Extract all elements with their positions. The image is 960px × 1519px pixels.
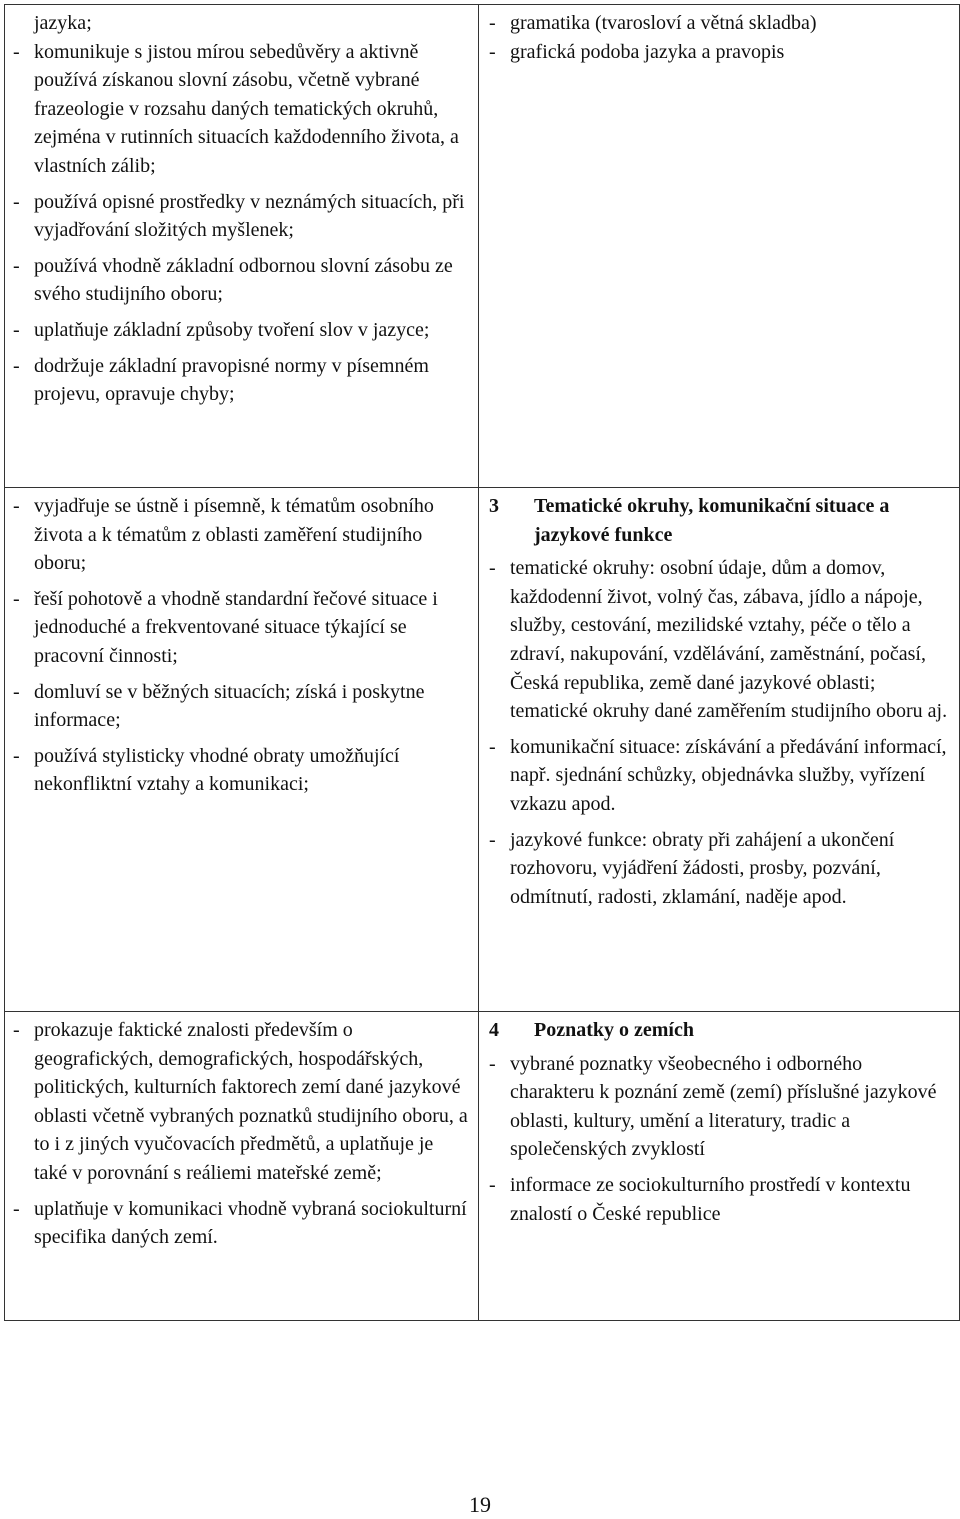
list-item: - jazykové funkce: obraty při zahájení a ukončení rozhovoru, vyjádření žádosti, prosby, pozvání, odmítnutí, radosti, zklamání, naděje apod. (489, 828, 895, 908)
continuation-text: jazyka; (34, 12, 92, 34)
list-item: - vyjadřuje se ústně i písemně, k tématům osobního života a k tématům z oblasti zaměření studijního oboru; (13, 495, 434, 575)
list-item: - uplatňuje v komunikaci vhodně vybraná sociokulturní specifika daných zemí. (13, 1197, 467, 1249)
table-row (5, 488, 960, 1012)
list-item: - používá opisné prostředky v neznámých situacích, při vyjadřování složitých myšlenek; (13, 190, 465, 242)
list-item: - grafická podoba jazyka a pravopis (489, 40, 785, 63)
list-item: - komunikační situace: získávání a předávání informací, např. sjednání schůzky, objednávka služby, vyřízení vzkazu apod. (489, 735, 947, 815)
list-item: - gramatika (tvarosloví a větná skladba) (489, 12, 817, 34)
list-item: - řeší pohotově a vhodně standardní řečové situace i jednoduché a frekventované situace týkající se pracovní činnosti; (13, 587, 438, 667)
list-item: - komunikuje s jistou mírou sebedůvěry a aktivně používá získanou slovní zásobu, včetně vybrané frazeologie v rozsahu daných tematických okruhů, zejména v rutinních situacích každodenního života, a vlastních zálib; (13, 40, 459, 177)
list-item: - domluví se v běžných situacích; získá i poskytne informace; (13, 680, 425, 732)
content-cell (479, 5, 960, 488)
list-item: - prokazuje faktické znalosti především o geografických, demografických, hospodářských, politických, kulturních faktorech zemí dané jazykové oblasti včetně vybraných poznatků studijního oboru, a to i z jiných vyučovacích předmětů, a uplatňuje je také v porovnání s reáliemi mateřské země; (13, 1019, 468, 1184)
outcomes-cell (5, 5, 479, 488)
table-row (5, 5, 960, 488)
list-item: - vybrané poznatky všeobecného i odborného charakteru k poznání země (zemí) příslušné jazykové oblasti, kultury, umění a literatury, tradic a společenských zvyklostí (489, 1052, 937, 1161)
list-item: - tematické okruhy: osobní údaje, dům a domov, každodenní život, volný čas, zábava, jídlo a nápoje, služby, cestování, mezilidské vztahy, péče o tělo a zdraví, nakupování, vzdělávání, zaměstnání, počasí, Česká republika, země dané jazykové oblasti; tematické okruhy dané zaměřením studijního oboru aj. (489, 557, 948, 723)
list-item: - dodržuje základní pravopisné normy v písemném projevu, opravuje chyby; (13, 354, 429, 406)
content-cell (479, 1012, 960, 1321)
list-item: - používá stylisticky vhodné obraty umožňující nekonfliktní vztahy a komunikaci; (13, 744, 400, 796)
table-row (5, 1012, 960, 1321)
list-item: - informace ze sociokulturního prostředí v kontextu znalostí o České republice (489, 1173, 911, 1225)
outcomes-cell (5, 1012, 479, 1321)
content-cell (479, 488, 960, 1012)
page-number: 19 (469, 1492, 491, 1517)
list-item: - uplatňuje základní způsoby tvoření slov v jazyce; (13, 318, 430, 341)
section-heading: 3 Tematické okruhy, komunikační situace a jazykové funkce (489, 495, 890, 546)
list-item: - používá vhodně základní odbornou slovní zásobu ze svého studijního oboru; (13, 254, 453, 306)
curriculum-table (4, 4, 960, 1321)
outcomes-cell (5, 488, 479, 1012)
section-heading: 4 Poznatky o zemích (489, 1019, 694, 1041)
